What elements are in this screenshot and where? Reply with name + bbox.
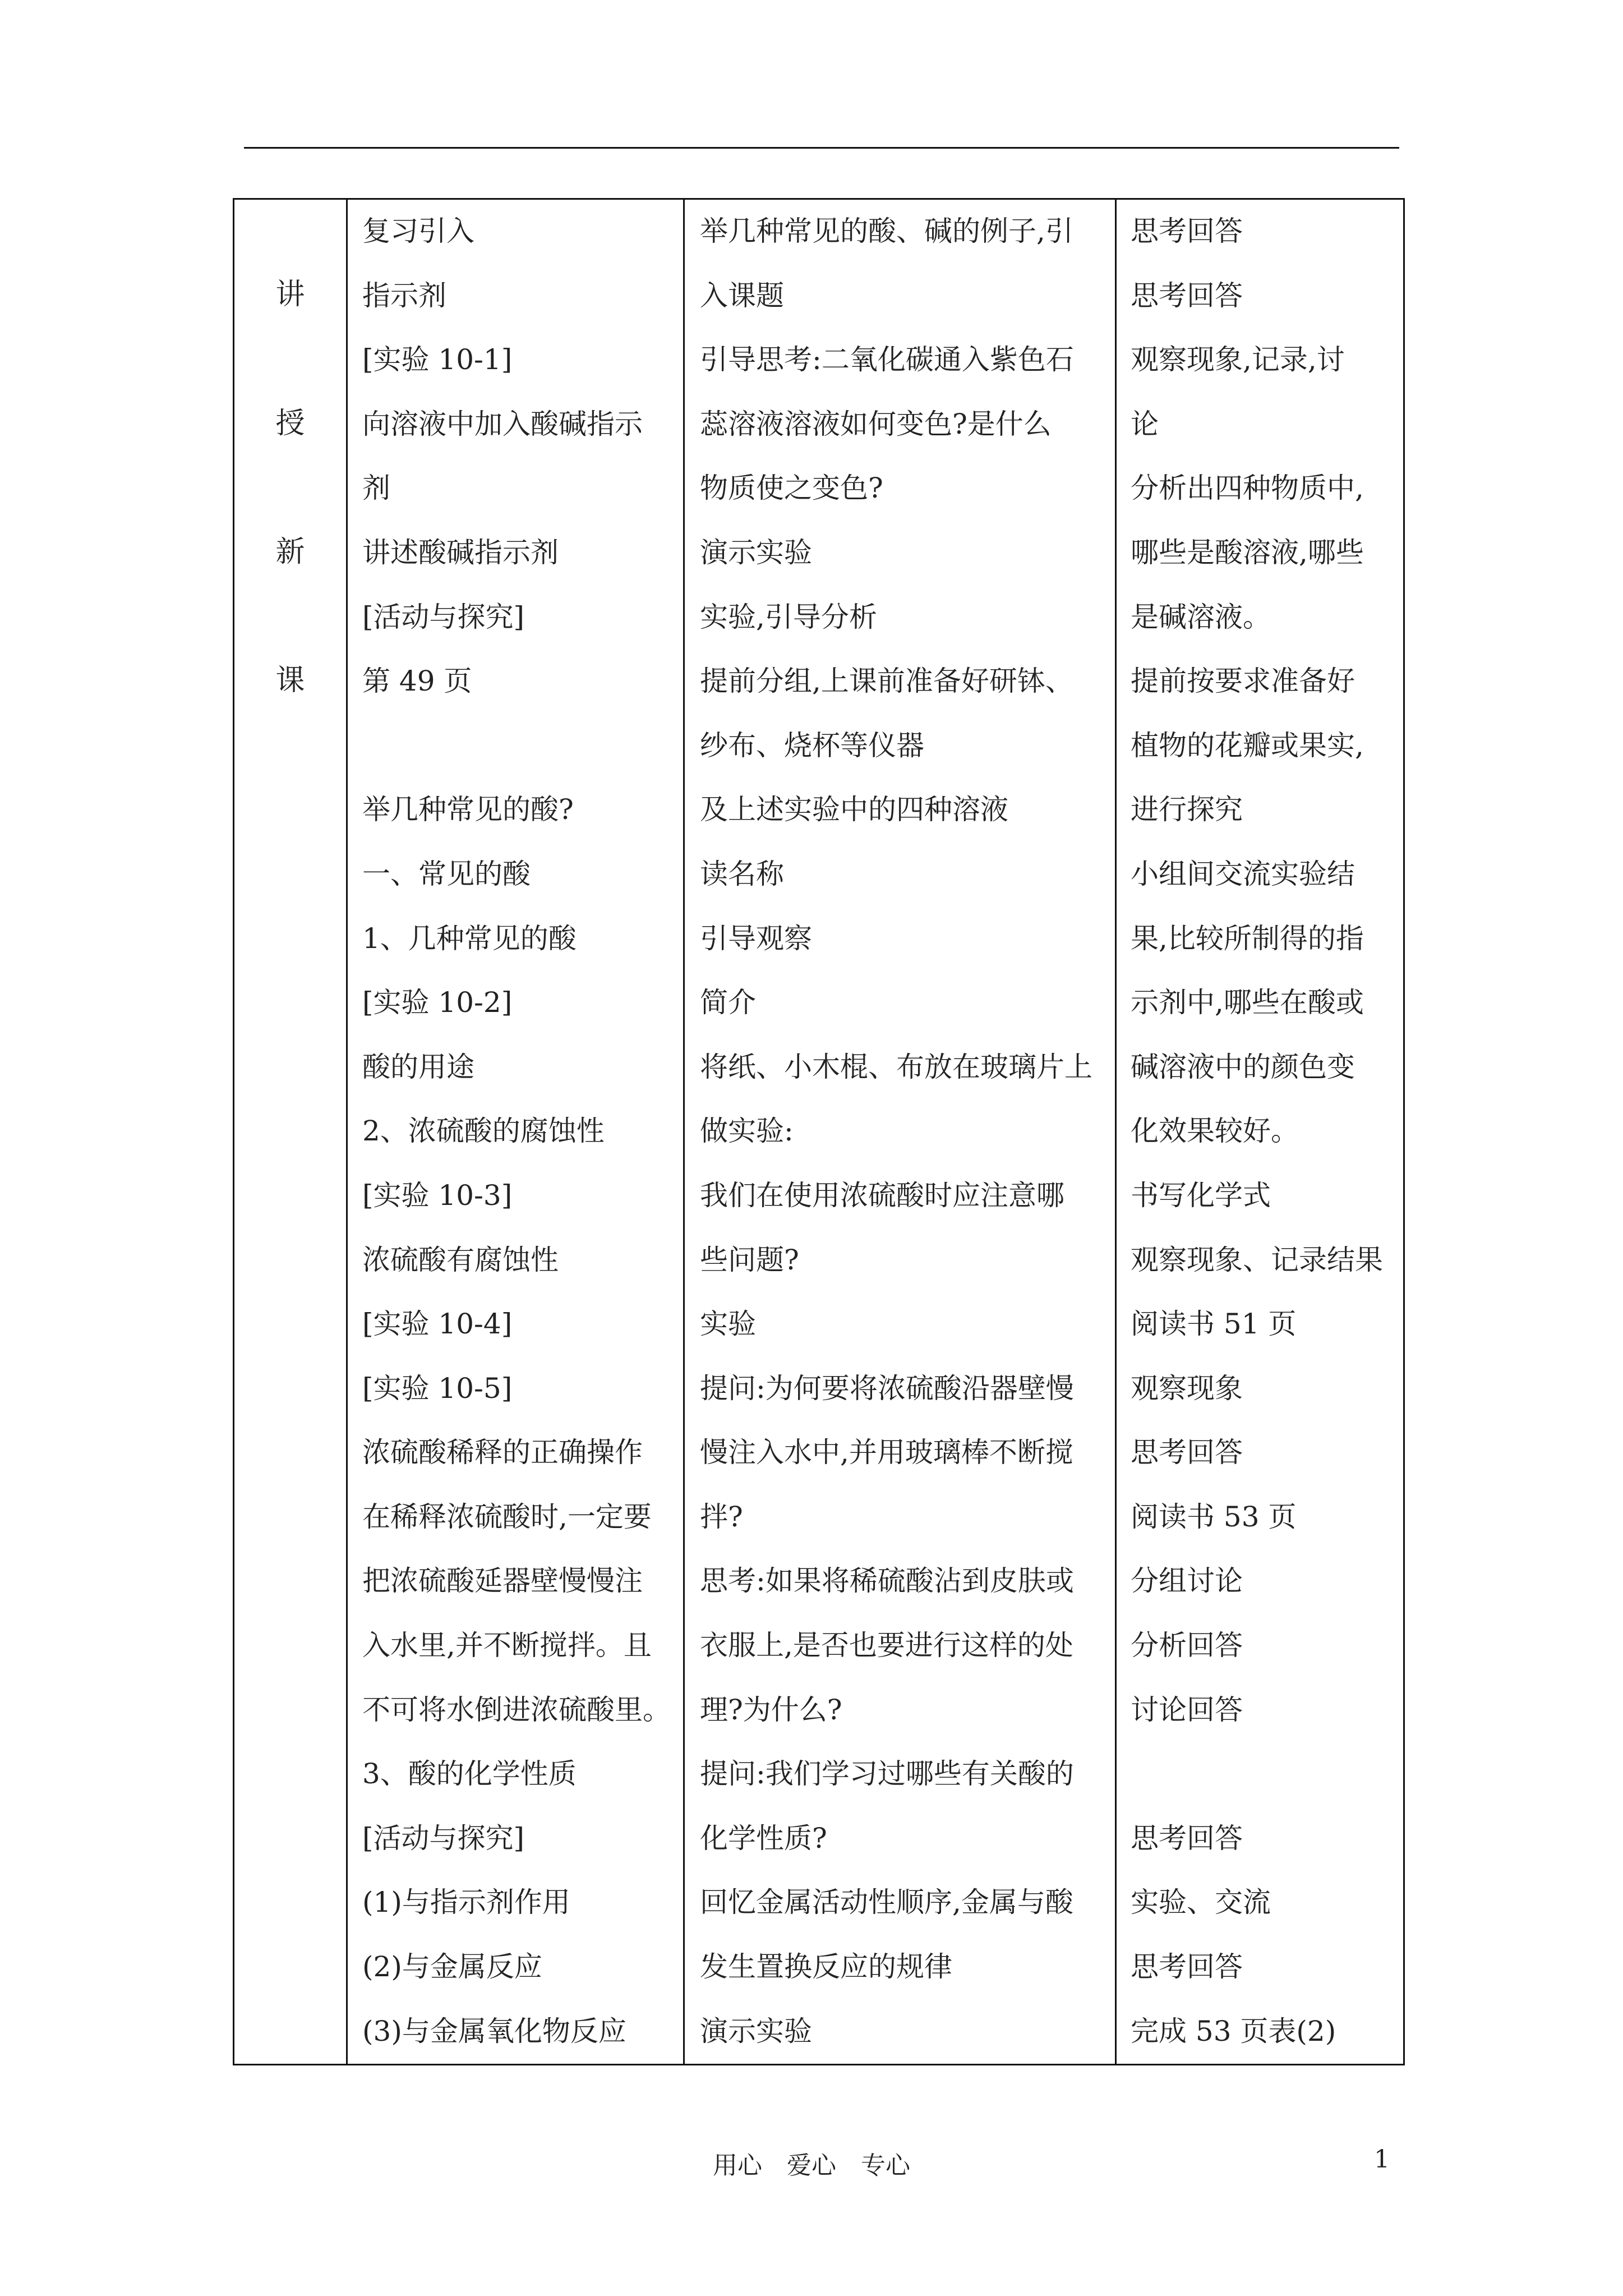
table-line: 将纸、小木棍、布放在玻璃片上 — [700, 1050, 1092, 1083]
table-line: 发生置换反应的规律 — [700, 1950, 952, 1984]
table-line: 浓硫酸稀释的正确操作 — [362, 1436, 643, 1469]
table-line: [实验 10-4] — [362, 1308, 513, 1341]
footer-motto: 用心 爱心 专心 — [713, 2151, 910, 2180]
page-number: 1 — [1374, 2145, 1390, 2174]
table-line: 果,比较所制得的指 — [1131, 922, 1364, 955]
table-line: 纱布、烧杯等仪器 — [700, 729, 924, 762]
table-line: 观察现象、记录结果 — [1131, 1243, 1383, 1276]
table-line: 理?为什么? — [700, 1693, 842, 1726]
table-line: 分析出四种物质中, — [1131, 472, 1364, 505]
table-line: 思考回答 — [1131, 1821, 1243, 1855]
column-divider — [346, 200, 348, 2064]
stage-label: 新 — [275, 535, 305, 569]
table-line: 是碱溶液。 — [1131, 600, 1271, 633]
table-line: 2、浓硫酸的腐蚀性 — [362, 1115, 605, 1148]
table-line: 拌? — [700, 1500, 743, 1533]
table-line: 分析回答 — [1131, 1629, 1243, 1662]
table-line — [362, 729, 671, 794]
table-line: 讨论回答 — [1131, 1693, 1243, 1726]
table-line: 蕊溶液溶液如何变色?是什么 — [700, 407, 1052, 440]
header-rule — [244, 147, 1399, 149]
student-activity-column — [1131, 215, 1383, 2079]
table-line: [实验 10-5] — [362, 1372, 513, 1405]
table-line: 实验,引导分析 — [700, 600, 877, 633]
table-line: 引导思考:二氧化碳通入紫色石 — [700, 343, 1074, 376]
table-line: 化效果较好。 — [1131, 1115, 1299, 1148]
table-line: 酸的用途 — [362, 1050, 474, 1083]
table-line: [实验 10-2] — [362, 986, 513, 1019]
table-line: 3、酸的化学性质 — [362, 1757, 577, 1791]
table-line: 我们在使用浓硫酸时应注意哪 — [700, 1179, 1064, 1212]
table-line: 讲述酸碱指示剂 — [362, 536, 559, 569]
table-line: 入水里,并不断搅拌。且 — [362, 1629, 652, 1662]
table-line: 书写化学式 — [1131, 1179, 1271, 1212]
table-line: 示剂中,哪些在酸或 — [1131, 986, 1364, 1019]
stage-label: 课 — [275, 664, 305, 697]
table-line: 思考回答 — [1131, 279, 1243, 312]
table-line: 完成 53 页表(2) — [1131, 2014, 1336, 2047]
table-line: 剂 — [362, 472, 390, 505]
table-line: 论 — [1131, 407, 1159, 440]
table-line: 实验、交流 — [1131, 1886, 1271, 1919]
table-line: 阅读书 51 页 — [1131, 1308, 1297, 1341]
table-line: 思考回答 — [1131, 1436, 1243, 1469]
table-line: 思考回答 — [1131, 1950, 1243, 1984]
table-line: 提问:为何要将浓硫酸沿器壁慢 — [700, 1372, 1074, 1405]
table-line: 举几种常见的酸? — [362, 793, 574, 826]
table-line: 提前分组,上课前准备好研钵、 — [700, 665, 1073, 698]
table-line: 衣服上,是否也要进行这样的处 — [700, 1629, 1073, 1662]
table-line: [实验 10-1] — [362, 343, 513, 376]
lesson-plan-table — [233, 198, 1405, 2065]
table-line: 简介 — [700, 986, 756, 1019]
table-line: 些问题? — [700, 1243, 799, 1276]
table-line: 提问:我们学习过哪些有关酸的 — [700, 1757, 1074, 1791]
table-line: 阅读书 53 页 — [1131, 1500, 1297, 1533]
table-line: 复习引入 — [362, 215, 474, 247]
table-line: 在稀释浓硫酸时,一定要 — [362, 1500, 652, 1533]
table-line: 把浓硫酸延器壁慢慢注 — [362, 1565, 643, 1598]
table-line: 植物的花瓣或果实, — [1131, 729, 1364, 762]
table-line: 入课题 — [700, 279, 784, 312]
table-line: 观察现象 — [1131, 1372, 1243, 1405]
table-line: 实验 — [700, 1308, 756, 1341]
column-divider — [683, 200, 685, 2064]
stage-label: 讲 — [275, 278, 305, 311]
table-line: 做实验: — [700, 1115, 794, 1148]
teacher-activity-column — [700, 215, 1092, 2079]
table-line: 读名称 — [700, 857, 784, 890]
table-line: 一、常见的酸 — [362, 857, 531, 890]
table-line: 分组讨论 — [1131, 1565, 1243, 1598]
stage-label: 授 — [275, 407, 305, 440]
table-line: 进行探究 — [1131, 793, 1243, 826]
table-line: 指示剂 — [362, 279, 446, 312]
table-line: 思考回答 — [1131, 215, 1243, 247]
table-line: 第 49 页 — [362, 665, 472, 698]
table-line: 回忆金属活动性顺序,金属与酸 — [700, 1886, 1073, 1919]
table-line: 思考:如果将稀硫酸沾到皮肤或 — [700, 1565, 1074, 1598]
table-line: (1)与指示剂作用 — [362, 1886, 570, 1919]
table-line: 及上述实验中的四种溶液 — [700, 793, 1008, 826]
table-line: 举几种常见的酸、碱的例子,引 — [700, 215, 1073, 247]
column-divider — [1115, 200, 1117, 2064]
table-line: 1、几种常见的酸 — [362, 922, 577, 955]
table-line: 物质使之变色? — [700, 472, 883, 505]
table-line: 小组间交流实验结 — [1131, 857, 1355, 890]
table-line: (3)与金属氧化物反应 — [362, 2014, 626, 2047]
table-line: 哪些是酸溶液,哪些 — [1131, 536, 1364, 569]
table-line: 化学性质? — [700, 1821, 827, 1855]
table-line: [活动与探究] — [362, 600, 525, 633]
table-line: (2)与金属反应 — [362, 1950, 542, 1984]
table-line: [实验 10-3] — [362, 1179, 513, 1212]
table-line: 引导观察 — [700, 922, 812, 955]
teaching-content-column — [362, 215, 671, 2079]
table-line: 慢注入水中,并用玻璃棒不断搅 — [700, 1436, 1073, 1469]
table-line: 浓硫酸有腐蚀性 — [362, 1243, 559, 1276]
table-line: 提前按要求准备好 — [1131, 665, 1355, 698]
table-line: 演示实验 — [700, 2014, 812, 2047]
table-line: 向溶液中加入酸碱指示 — [362, 407, 643, 440]
table-line: 碱溶液中的颜色变 — [1131, 1050, 1355, 1083]
table-line: 观察现象,记录,讨 — [1131, 343, 1345, 376]
table-line: [活动与探究] — [362, 1821, 525, 1855]
table-line: 演示实验 — [700, 536, 812, 569]
table-line — [1131, 1757, 1383, 1822]
table-line: 不可将水倒进浓硫酸里。 — [362, 1693, 671, 1726]
